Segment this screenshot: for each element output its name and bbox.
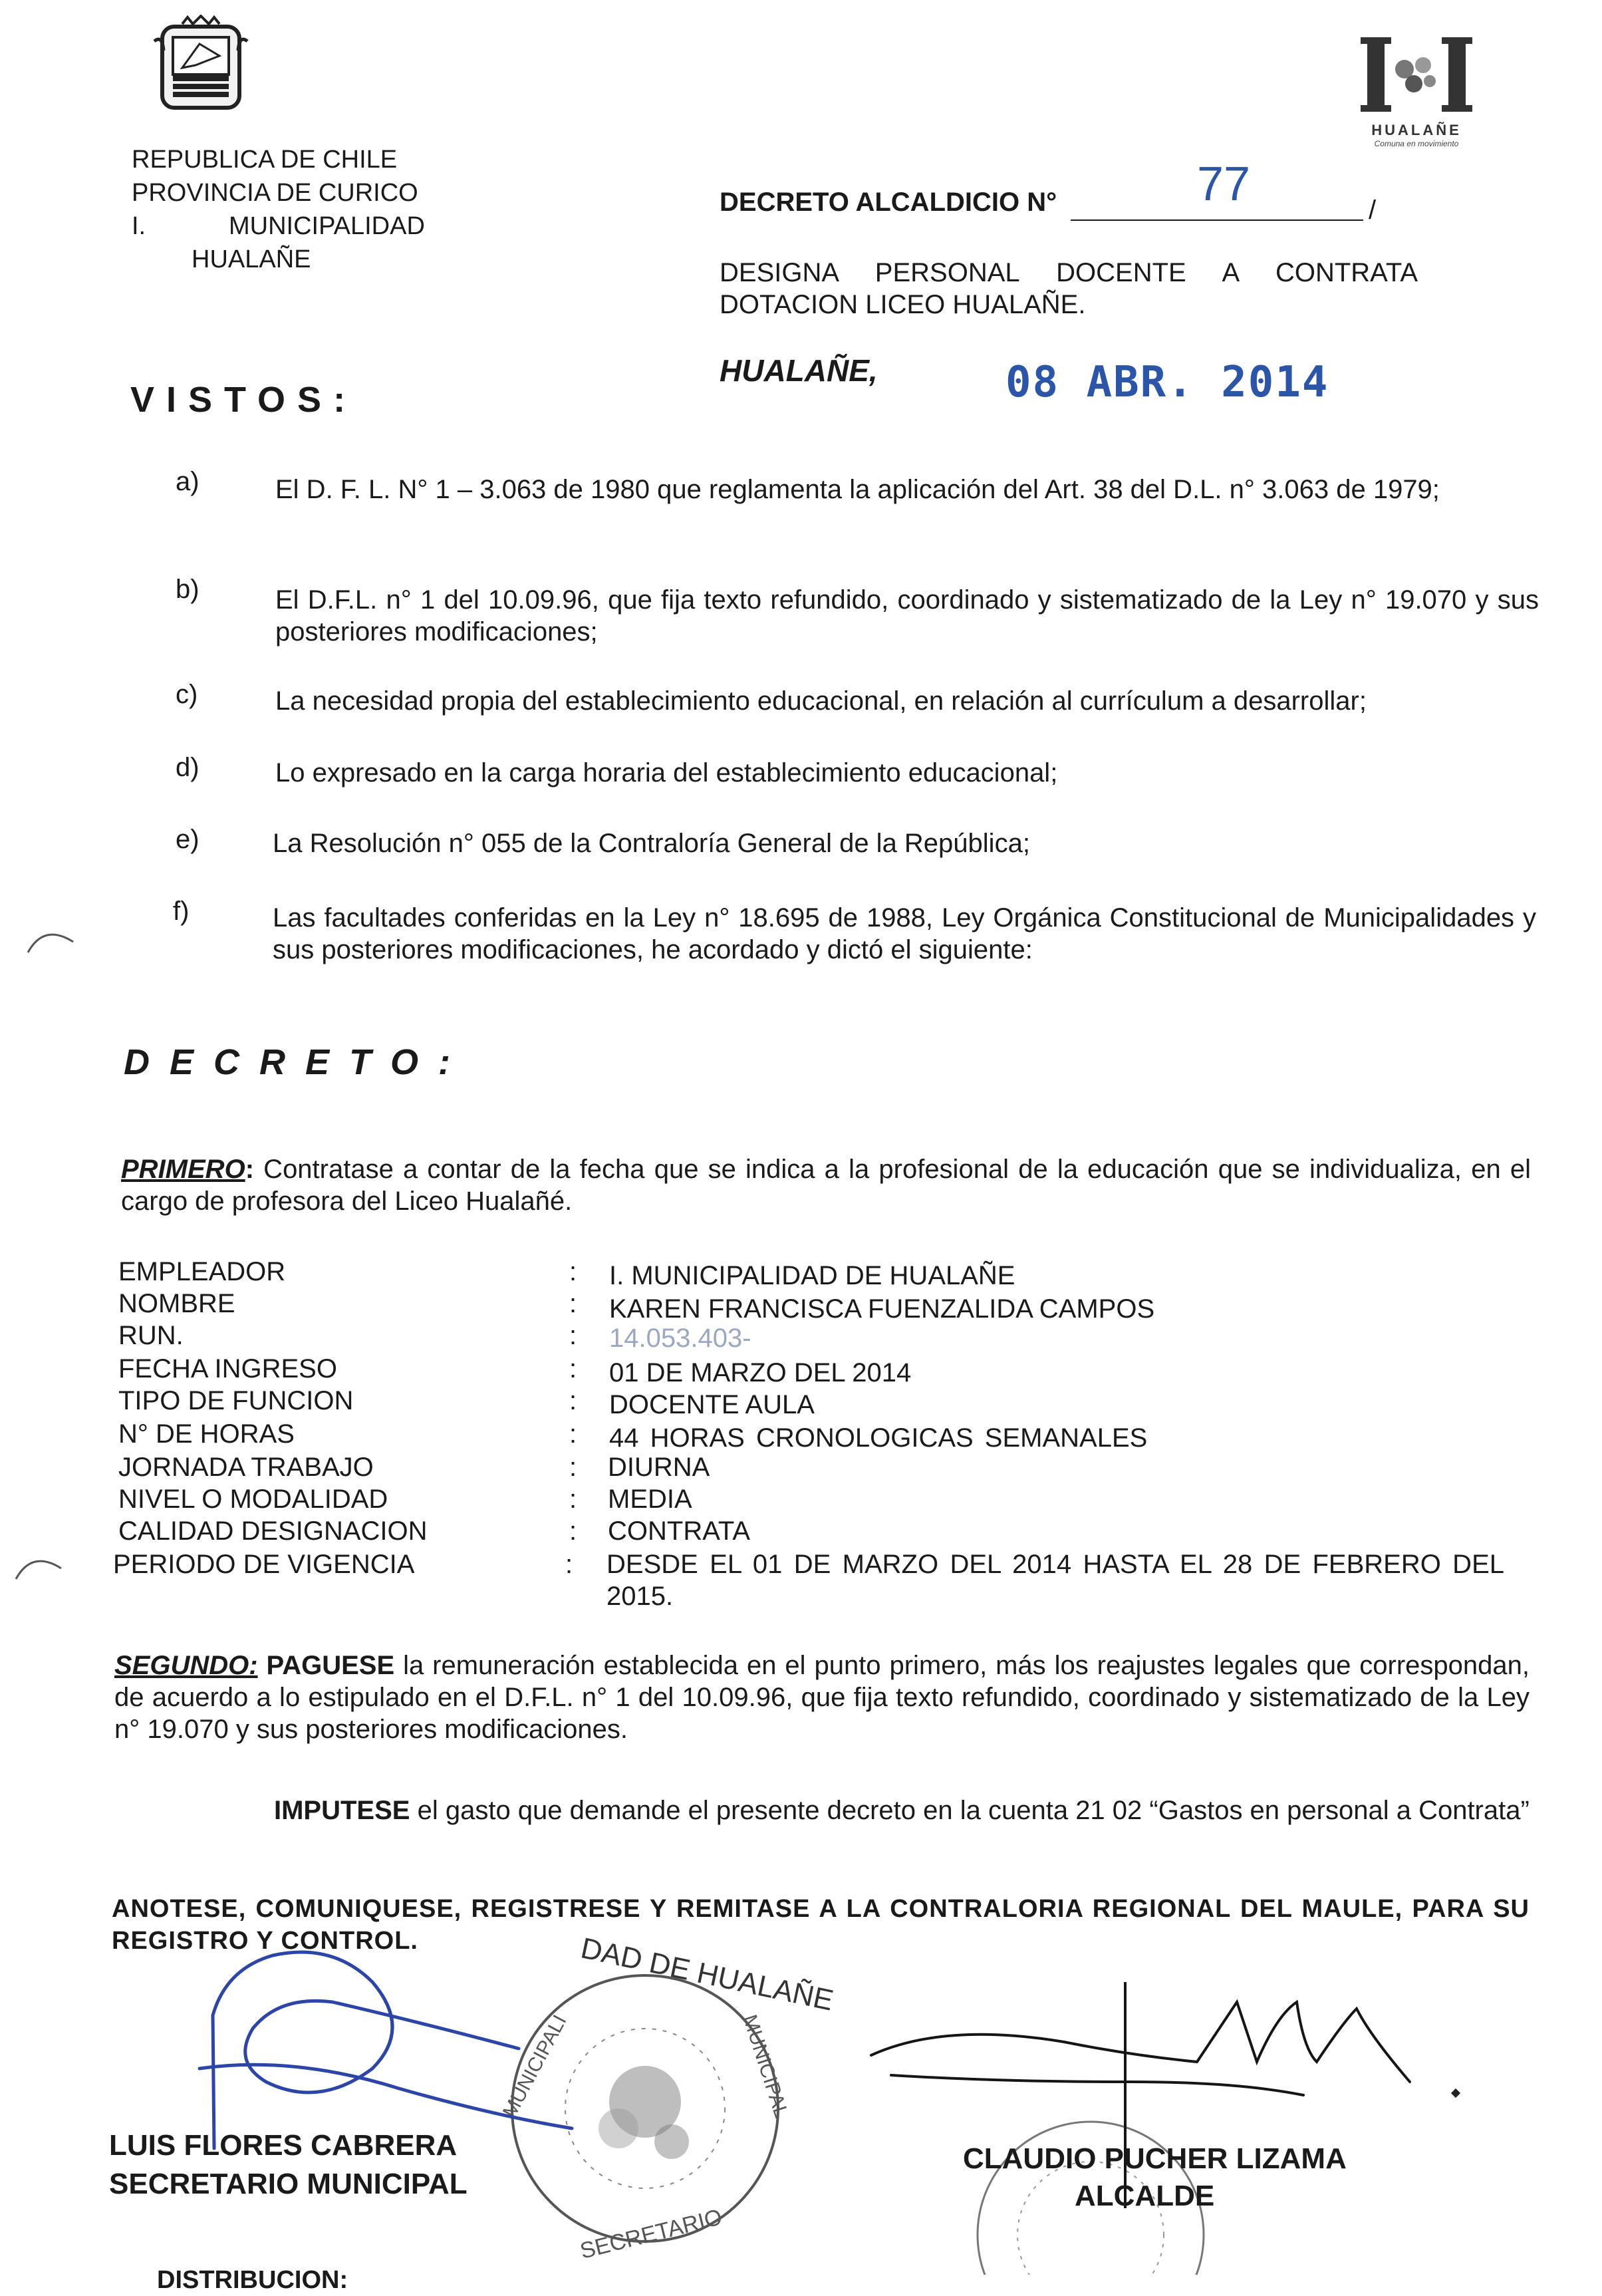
segundo-text: la remuneración establecida en el punto primero, más los reajustes legales que correspondan, de acuerdo a lo estipulado en el D.F.L. n° 1 del 10.09.96, que fija texto refundido, coordinado y sistematizado de la Ley n° 19.070 y sus posteriores modificaciones. bbox=[114, 1651, 1530, 1744]
decree-slash: / bbox=[1369, 196, 1377, 225]
field-value: MEDIA bbox=[608, 1485, 692, 1514]
field-label: EMPLEADOR bbox=[118, 1257, 286, 1286]
mayor-name: CLAUDIO PUCHER LIZAMA bbox=[963, 2142, 1347, 2175]
field-separator: : bbox=[569, 1419, 577, 1449]
closing-paragraph: ANOTESE, COMUNIQUESE, REGISTRESE Y REMITASE A LA CONTRALORIA REGIONAL DEL MAULE, PARA SU REGISTRO Y CONTROL. bbox=[112, 1895, 1530, 1955]
mayor-title: ALCALDE bbox=[1075, 2180, 1215, 2212]
visto-text-c: La necesidad propia del establecimiento educacional, en relación al currículum a desarrollar; bbox=[275, 686, 1367, 716]
field-value: KAREN FRANCISCA FUENZALIDA CAMPOS bbox=[609, 1294, 1155, 1324]
visto-text-f: Las facultades conferidas en la Ley n° 18.695 de 1988, Ley Orgánica Constitucional de Municipalidades y sus posteriores modificaciones, he acordado y dictó el siguiente: bbox=[273, 903, 1536, 964]
decree-label: DECRETO ALCALDICIO N° bbox=[720, 188, 1057, 217]
distribucion-label: DISTRIBUCION: bbox=[157, 2266, 348, 2294]
primero-paragraph bbox=[121, 1153, 1531, 1217]
segundo-bold: PAGUESE bbox=[257, 1651, 395, 1680]
secretary-name: LUIS FLORES CABRERA bbox=[109, 2129, 458, 2162]
date-stamp: 08 ABR. 2014 bbox=[1005, 358, 1329, 407]
field-separator: : bbox=[569, 1321, 577, 1350]
field-value: 44 HORAS CRONOLOGICAS SEMANALES bbox=[609, 1423, 1148, 1453]
primero-label: PRIMERO bbox=[121, 1155, 245, 1184]
seal-right-text: MUNICIPAL bbox=[738, 2012, 793, 2121]
visto-text-e: La Resolución n° 055 de la Contraloría General de la República; bbox=[273, 829, 1030, 858]
field-label: CALIDAD DESIGNACION bbox=[118, 1516, 428, 1546]
field-label: RUN. bbox=[118, 1321, 184, 1350]
field-value: 14.053.403- bbox=[609, 1324, 751, 1353]
logo-wordmark: HUALAÑE bbox=[1371, 122, 1462, 138]
field-value: DOCENTE AULA bbox=[609, 1390, 815, 1419]
decree-number: 77 bbox=[1197, 158, 1251, 211]
address-line-2: PROVINCIA DE CURICO bbox=[132, 179, 418, 207]
address-line-3b: MUNICIPALIDAD bbox=[229, 212, 425, 240]
hualane-logo-icon bbox=[1357, 32, 1476, 118]
field-value: 01 DE MARZO DEL 2014 bbox=[609, 1358, 912, 1387]
field-separator: : bbox=[569, 1354, 577, 1383]
coat-of-arms-icon bbox=[148, 15, 254, 121]
seal-top-text: DAD DE HUALAÑE bbox=[578, 1932, 837, 2017]
visto-letter-f: f) bbox=[173, 897, 190, 926]
field-value: I. MUNICIPALIDAD DE HUALAÑE bbox=[609, 1261, 1015, 1290]
field-label: NOMBRE bbox=[118, 1289, 235, 1318]
visto-text-d: Lo expresado en la carga horaria del establecimiento educacional; bbox=[275, 758, 1058, 788]
place-label: HUALAÑE, bbox=[720, 353, 878, 388]
field-label: PERIODO DE VIGENCIA bbox=[113, 1550, 415, 1579]
field-value: DIURNA bbox=[608, 1453, 710, 1482]
visto-letter-a: a) bbox=[176, 467, 200, 496]
segundo-label: SEGUNDO: bbox=[114, 1651, 258, 1680]
punch-hole-mark-icon bbox=[24, 922, 77, 955]
vistos-title: VISTOS: bbox=[130, 380, 358, 420]
segundo-paragraph bbox=[114, 1650, 1530, 1745]
field-label: FECHA INGRESO bbox=[118, 1354, 337, 1383]
punch-hole-mark-icon bbox=[12, 1548, 65, 1582]
field-separator: : bbox=[565, 1550, 573, 1579]
decreto-title: DECRETO: bbox=[124, 1042, 471, 1082]
hualane-logo bbox=[1357, 32, 1476, 152]
visto-letter-b: b) bbox=[176, 575, 200, 604]
decree-number-line bbox=[1071, 219, 1363, 221]
imputese-bold: IMPUTESE bbox=[274, 1796, 410, 1825]
seal-bottom-text: SECRETARIO bbox=[577, 2204, 725, 2264]
field-value: CONTRATA bbox=[608, 1516, 751, 1546]
imputese-text: el gasto que demande el presente decreto en la cuenta 21 02 “Gastos en personal a Contrata” bbox=[410, 1796, 1530, 1825]
decree-subject: DESIGNA PERSONAL DOCENTE A CONTRATA DOTACION LICEO HUALAÑE. bbox=[720, 258, 1418, 319]
address-line-4: HUALAÑE bbox=[192, 245, 311, 273]
field-separator: : bbox=[569, 1289, 577, 1318]
address-line-1: REPUBLICA DE CHILE bbox=[132, 146, 398, 174]
field-separator: : bbox=[569, 1386, 577, 1415]
field-label: JORNADA TRABAJO bbox=[118, 1453, 374, 1482]
visto-text-a: El D. F. L. N° 1 – 3.063 de 1980 que reglamenta la aplicación del Art. 38 del D.L. n° 3.063 de 1979; bbox=[275, 475, 1440, 504]
seal-left-text: MUNICIPALI bbox=[498, 2011, 571, 2122]
field-separator: : bbox=[569, 1516, 577, 1546]
primero-colon: : bbox=[245, 1155, 255, 1184]
secretary-title: SECRETARIO MUNICIPAL bbox=[109, 2168, 467, 2200]
field-label: NIVEL O MODALIDAD bbox=[118, 1485, 388, 1514]
visto-letter-d: d) bbox=[176, 753, 200, 782]
logo-tagline: Comuna en movimiento bbox=[1374, 139, 1459, 148]
mayor-signature-mark-icon bbox=[1451, 2088, 1460, 2098]
primero-text: Contratase a contar de la fecha que se indica a la profesional de la educación que se individualiza, en el cargo de profesora del Liceo Hualañé. bbox=[121, 1155, 1531, 1216]
field-label: TIPO DE FUNCION bbox=[118, 1386, 354, 1415]
field-label: N° DE HORAS bbox=[118, 1419, 295, 1449]
imputese-paragraph bbox=[114, 1794, 1530, 1826]
field-separator: : bbox=[569, 1257, 577, 1286]
visto-text-b: El D.F.L. n° 1 del 10.09.96, que fija texto refundido, coordinado y sistematizado de la Ley n° 19.070 y sus posteriores modificaciones; bbox=[275, 585, 1539, 646]
field-separator: : bbox=[569, 1485, 577, 1514]
visto-letter-c: c) bbox=[176, 680, 198, 709]
field-separator: : bbox=[569, 1453, 577, 1482]
field-value: DESDE EL 01 DE MARZO DEL 2014 HASTA EL 28 DE FEBRERO DEL 2015. bbox=[606, 1550, 1504, 1611]
address-line-3a: I. bbox=[132, 212, 146, 240]
visto-letter-e: e) bbox=[176, 825, 200, 854]
